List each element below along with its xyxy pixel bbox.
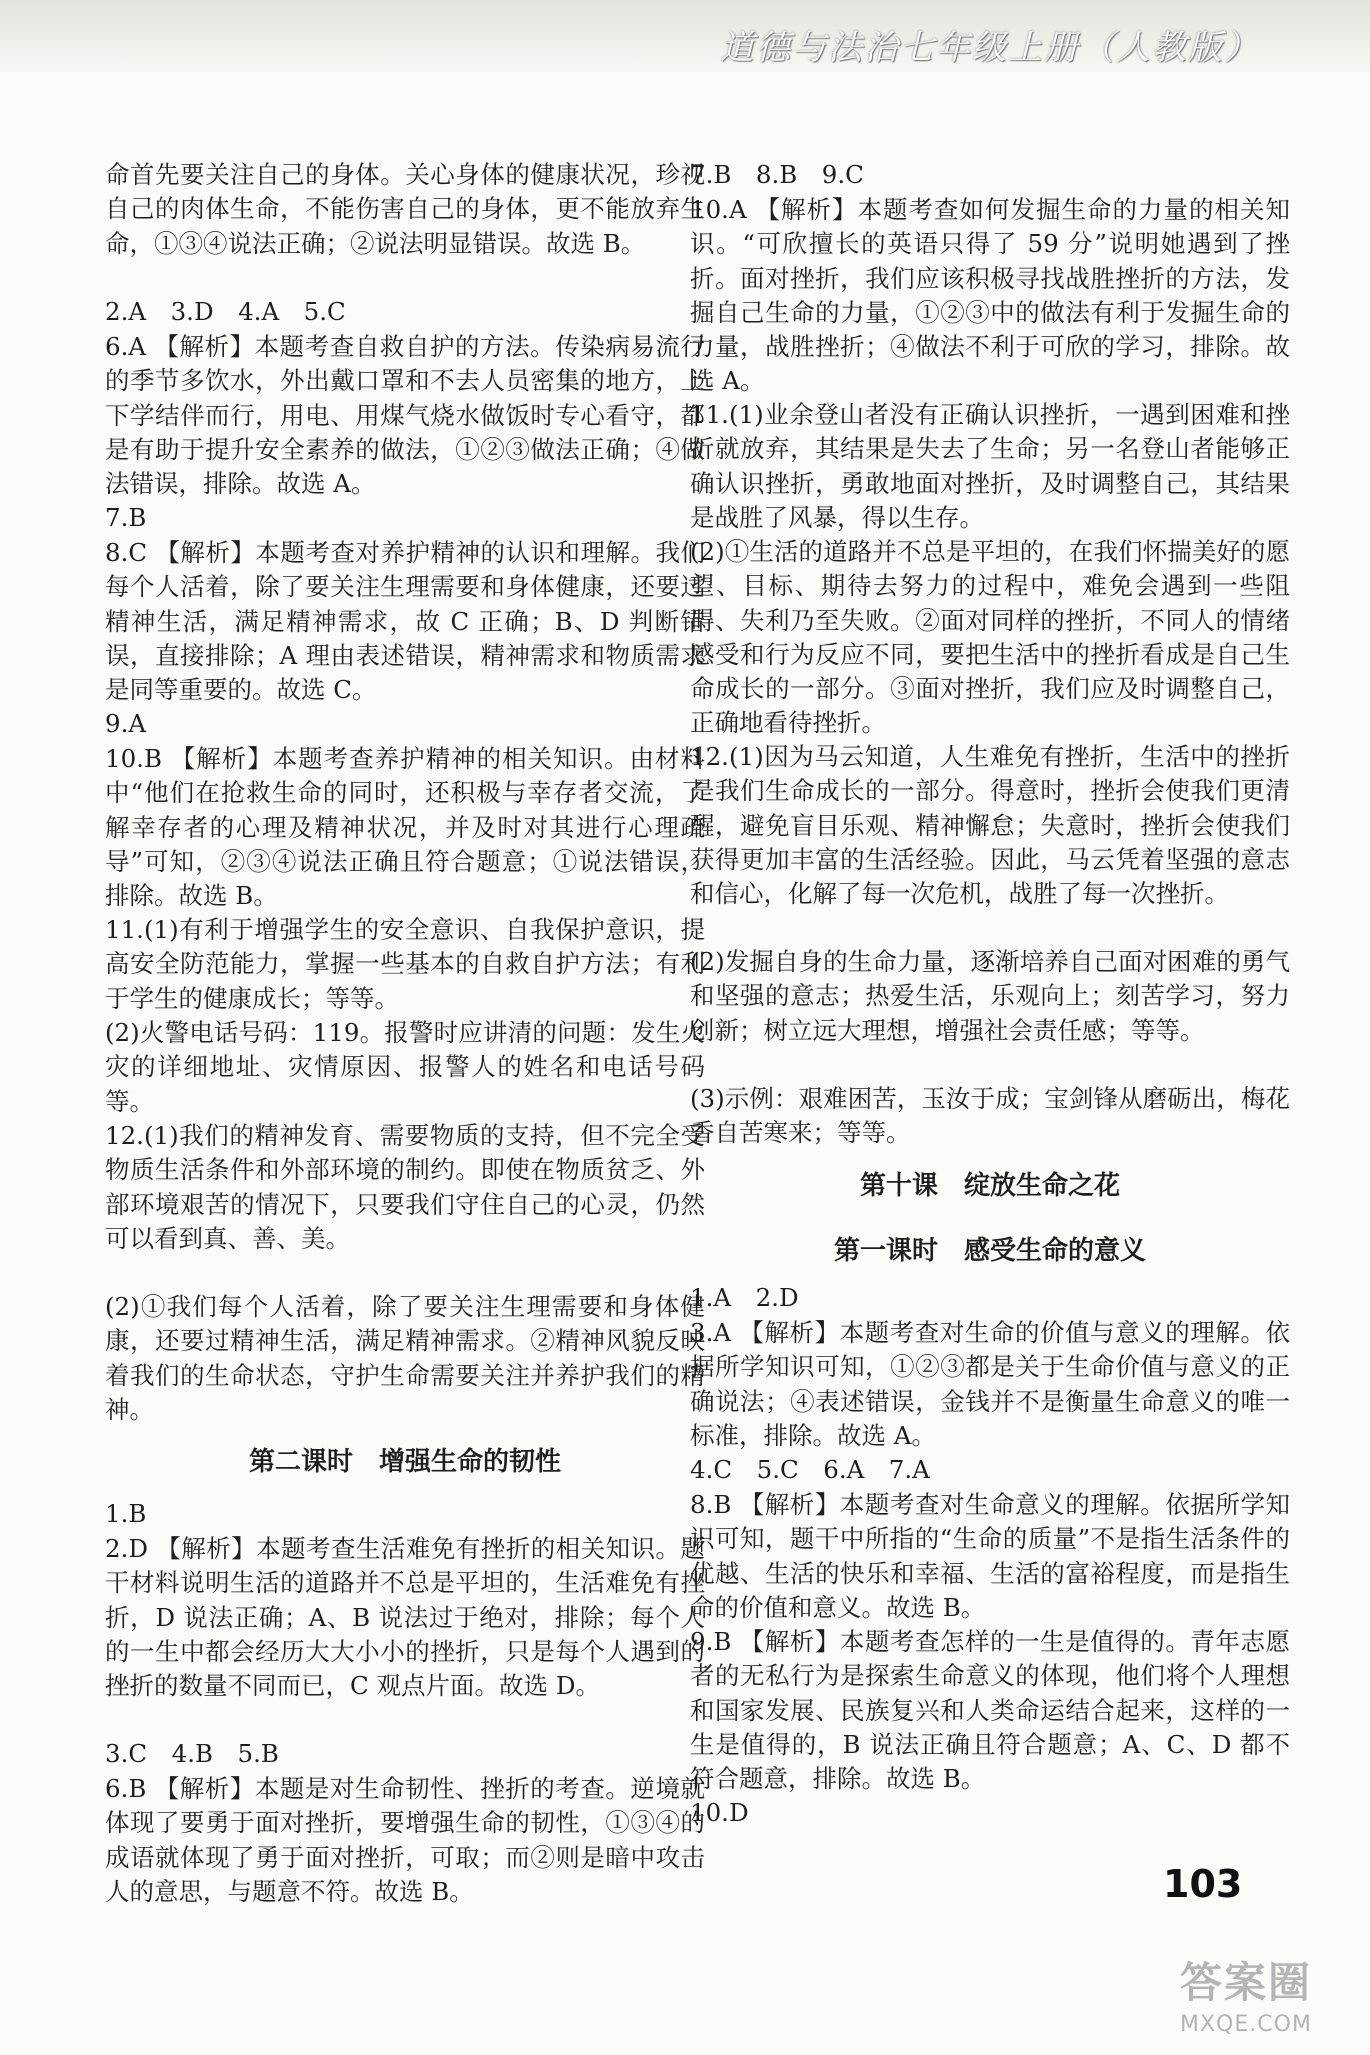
answer-paragraph: (2)发掘自身的生命力量，逐渐培养自己面对困难的勇气和坚强的意志；热爱生活，乐观向上；刻苦学习，努力创新；树立远大理想，增强社会责任感；等等。 xyxy=(690,947,1290,1045)
answer-paragraph: (3)示例：艰难困苦，玉汝于成；宝剑锋从磨砺出，梅花香自苦寒来；等等。 xyxy=(690,1084,1290,1148)
answer-paragraph: 1.B xyxy=(105,1499,147,1528)
answer-paragraph: 8.C 【解析】本题考查对养护精神的认识和理解。我们每个人活着，除了要关注生理需要和身体健康，还要过精神生活，满足精神需求，故 C 正确；B、D 判断错误，直接排除；A 理由表述错误，精神需求和物质需求是同等重要的。故选 C。 xyxy=(105,538,705,705)
answer-paragraph: 7.B xyxy=(105,503,147,532)
left-column xyxy=(105,158,705,1909)
answer-paragraph: (2)①生活的道路并不总是平坦的，在我们怀揣美好的愿望、目标、期待去努力的过程中，难免会遇到一些阻碍、失利乃至失败。②面对同样的挫折，不同人的情绪感受和行为反应不同，要把生活中的挫折看成是自己生命成长的一部分。③面对挫折，我们应及时调整自己，正确地看待挫折。 xyxy=(690,537,1290,738)
answer-paragraph: 6.A 【解析】本题考查自救自护的方法。传染病易流行的季节多饮水，外出戴口罩和不去人员密集的地方，上下学结伴而行，用电、用煤气烧水做饭时专心看守，都是有助于提升安全素养的做法，①②③做法正确；④做法错误，排除。故选 A。 xyxy=(105,332,705,499)
book-title: 道德与法治七年级上册（人教版） xyxy=(720,28,1260,68)
watermark-url: MXQE.COM xyxy=(1180,2012,1312,2037)
answer-paragraph: 11.(1)有利于增强学生的安全意识、自我保护意识，提高安全防范能力，掌握一些基本的自救自护方法；有利于学生的健康成长；等等。 xyxy=(105,915,705,1013)
answer-paragraph: 10.B 【解析】本题考查养护精神的相关知识。由材料中“他们在抢救生命的同时，还积极与幸存者交流，了解幸存者的心理及精神状况，并及时对其进行心理疏导”可知，②③④说法正确且符合题意；①说法错误，排除。故选 B。 xyxy=(105,744,705,911)
answer-paragraph: 12.(1)因为马云知道，人生难免有挫折，生活中的挫折是我们生命成长的一部分。得意时，挫折会使我们更清醒，避免盲目乐观、精神懈怠；失意时，挫折会使我们获得更加丰富的生活经验。因此，马云凭着坚强的意志和信心，化解了每一次危机，战胜了每一次挫折。 xyxy=(690,742,1290,909)
section-heading: 第一课时 感受生命的意义 xyxy=(833,1236,1146,1266)
answer-paragraph: 4.C 5.C 6.A 7.A xyxy=(690,1455,930,1484)
answer-paragraph: 10.A 【解析】本题考查如何发掘生命的力量的相关知识。“可欣擅长的英语只得了 59 分”说明她遇到了挫折。面对挫折，我们应该积极寻找战胜挫折的方法，发掘自己生命的力量，①②③中的做法有利于发掘生命的力量，战胜挫折；④做法不利于可欣的学习，排除。故选 A。 xyxy=(690,195,1290,396)
right-column xyxy=(690,158,1290,1831)
watermark-logo xyxy=(1180,1950,1360,2050)
answer-paragraph: (2)火警电话号码：119。报警时应讲清的问题：发生火灾的详细地址、灾情原因、报警人的姓名和电话号码等。 xyxy=(105,1018,705,1116)
answer-paragraph: 3.A 【解析】本题考查对生命的价值与意义的理解。依据所学知识可知，①②③都是关于生命价值与意义的正确说法；④表述错误，金钱并不是衡量生命意义的唯一标准，排除。故选 A。 xyxy=(690,1318,1290,1450)
page-header xyxy=(0,0,1370,72)
watermark-logo-text: 答案圈 xyxy=(1180,1958,1313,2007)
answer-paragraph: 10.D xyxy=(690,1798,749,1827)
answer-paragraph: 12.(1)我们的精神发育、需要物质的支持，但不完全受物质生活条件和外部环境的制约。即使在物质贫乏、外部环境艰苦的情况下，只要我们守住自己的心灵，仍然可以看到真、善、美。 xyxy=(105,1121,705,1253)
answer-paragraph: 9.B 【解析】本题考查怎样的一生是值得的。青年志愿者的无私行为是探索生命意义的体现，他们将个人理想和国家发展、民族复兴和人类命运结合起来，这样的一生是值得的，B 说法正确且符合题意；A、C、D 都不符合题意，排除。故选 B。 xyxy=(690,1627,1290,1794)
answer-paragraph: 1.A 2.D xyxy=(690,1283,799,1312)
lesson-heading: 第十课 绽放生命之花 xyxy=(859,1171,1120,1201)
section-heading: 第二课时 增强生命的韧性 xyxy=(248,1447,561,1477)
answer-paragraph: 命首先要关注自己的身体。关心身体的健康状况，珍视自己的肉体生命，不能伤害自己的身体，更不能放弃生命，①③④说法正确；②说法明显错误。故选 B。 xyxy=(105,160,705,258)
answer-paragraph: 8.B 【解析】本题考查对生命意义的理解。依据所学知识可知，题干中所指的“生命的质量”不是指生活条件的优越、生活的快乐和幸福、生活的富裕程度，而是指生命的价值和意义。故选 B。 xyxy=(690,1490,1290,1622)
answer-paragraph: 9.A xyxy=(105,709,147,738)
answer-paragraph: 6.B 【解析】本题是对生命韧性、挫折的考查。逆境就体现了要勇于面对挫折，要增强生命的韧性，①③④的成语就体现了勇于面对挫折，可取；而②则是暗中攻击人的意思，与题意不符。故选 B。 xyxy=(105,1774,705,1906)
answer-paragraph: (2)①我们每个人活着，除了要关注生理需要和身体健康，还要过精神生活，满足精神需求。②精神风貌反映着我们的生命状态，守护生命需要关注并养护我们的精神。 xyxy=(105,1292,705,1424)
answer-paragraph: 2.A 3.D 4.A 5.C xyxy=(105,297,346,326)
page-number: 103 xyxy=(1163,1862,1243,1906)
answer-paragraph: 7.B 8.B 9.C xyxy=(690,160,864,189)
answer-paragraph: 2.D 【解析】本题考查生活难免有挫折的相关知识。题干材料说明生活的道路并不总是平坦的，生活难免有挫折，D 说法正确；A、B 说法过于绝对，排除；每个人的一生中都会经历大大小小的挫折，只是每个人遇到的挫折的数量不同而已，C 观点片面。故选 D。 xyxy=(105,1534,705,1701)
answer-paragraph: 3.C 4.B 5.B xyxy=(105,1739,279,1768)
answer-paragraph: 11.(1)业余登山者没有正确认识挫折，一遇到困难和挫折就放弃，其结果是失去了生命；另一名登山者能够正确认识挫折，勇敢地面对挫折，及时调整自己，其结果是战胜了风暴，得以生存。 xyxy=(690,400,1290,532)
